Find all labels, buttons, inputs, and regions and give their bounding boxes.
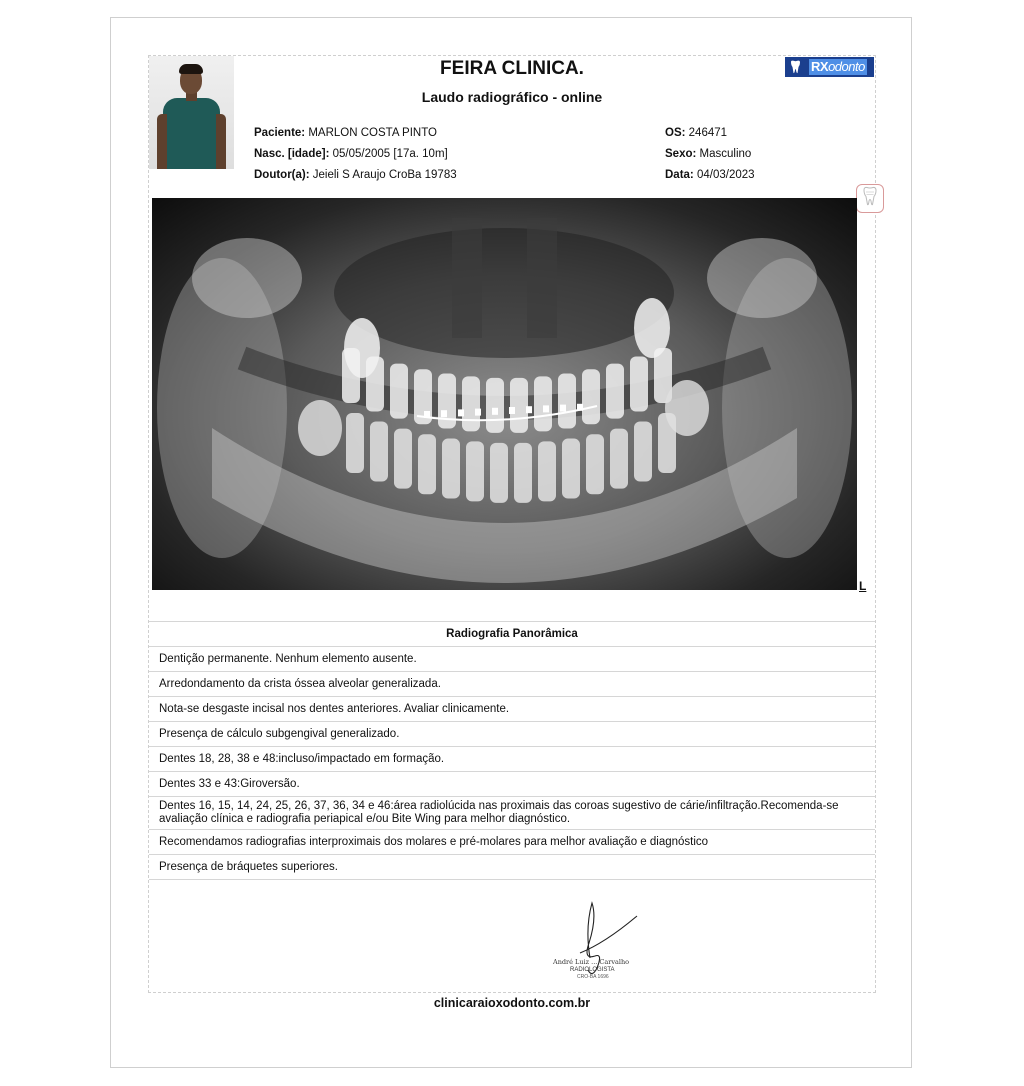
- finding-row: Dentes 18, 28, 38 e 48:incluso/impactado em formação.: [149, 747, 875, 772]
- patient-name-line: [254, 127, 437, 139]
- finding-row: Dentes 16, 15, 14, 24, 25, 26, 37, 36, 34 e 46:área radiolúcida nas proximais das coroas sugestivo de cárie/infiltração.Recomenda-se avaliação clínica e radiografia periapical e/ou Bite Wing para melhor diagnóstico.: [149, 797, 875, 830]
- logo-rx-text: RX: [811, 59, 829, 74]
- patient-photo: [149, 56, 234, 169]
- tooth-view-button[interactable]: [856, 184, 884, 213]
- sex-label: Sexo:: [665, 148, 697, 160]
- finding-row: Presença de cálculo subgengival generalizado.: [149, 722, 875, 747]
- side-marker: L: [859, 579, 867, 593]
- finding-row: Recomendamos radiografias interproximais dos molares e pré-molares para melhor avaliação e diagnóstico: [149, 830, 875, 855]
- os-value: 246471: [688, 127, 728, 139]
- finding-row: Dentição permanente. Nenhum elemento ausente.: [149, 647, 875, 672]
- clinic-title: FEIRA CLINICA.: [440, 58, 584, 79]
- os-label: OS:: [665, 127, 686, 139]
- patient-name: MARLON COSTA PINTO: [308, 127, 437, 139]
- tooth-icon: [862, 186, 878, 211]
- svg-text:CRO-BA 1696: CRO-BA 1696: [577, 974, 609, 980]
- logo-odonto-text: odonto: [828, 59, 865, 74]
- finding-row: Nota-se desgaste incisal nos dentes anteriores. Avaliar clinicamente.: [149, 697, 875, 722]
- finding-row: Dentes 33 e 43:Giroversão.: [149, 772, 875, 797]
- sex-line: [665, 148, 751, 160]
- tooth-logo-icon: [789, 60, 802, 75]
- findings-heading: Radiografia Panorâmica: [149, 622, 875, 647]
- svg-text:RADIOLOGISTA: RADIOLOGISTA: [570, 967, 615, 973]
- date-value: 04/03/2023: [696, 169, 755, 181]
- date-label: Data:: [665, 169, 694, 181]
- doctor-value: Jeieli S Araujo CroBa 19783: [312, 169, 457, 181]
- birth-value: 05/05/2005 [17a. 10m]: [332, 148, 448, 160]
- doctor-line: [254, 169, 457, 181]
- birth-label: Nasc. [idade]:: [254, 148, 330, 160]
- finding-row: Presença de bráquetes superiores.: [149, 855, 875, 880]
- date-line: [665, 169, 755, 181]
- patient-name-label: Paciente:: [254, 127, 306, 139]
- birth-line: [254, 148, 448, 160]
- finding-row: Arredondamento da crista óssea alveolar generalizada.: [149, 672, 875, 697]
- rxodonto-logo: [785, 57, 874, 77]
- sex-value: Masculino: [699, 148, 752, 160]
- os-line: [665, 127, 727, 139]
- radiologist-signature: [545, 898, 655, 984]
- footer-website: clinicaraioxodonto.com.br: [433, 996, 591, 1010]
- panoramic-xray-image: [152, 198, 857, 590]
- svg-text:André Luiz ... Carvalho: André Luiz ... Carvalho: [553, 958, 630, 966]
- doctor-label: Doutor(a):: [254, 169, 310, 181]
- findings-table: [149, 621, 875, 880]
- report-subtitle: Laudo radiográfico - online: [421, 89, 603, 105]
